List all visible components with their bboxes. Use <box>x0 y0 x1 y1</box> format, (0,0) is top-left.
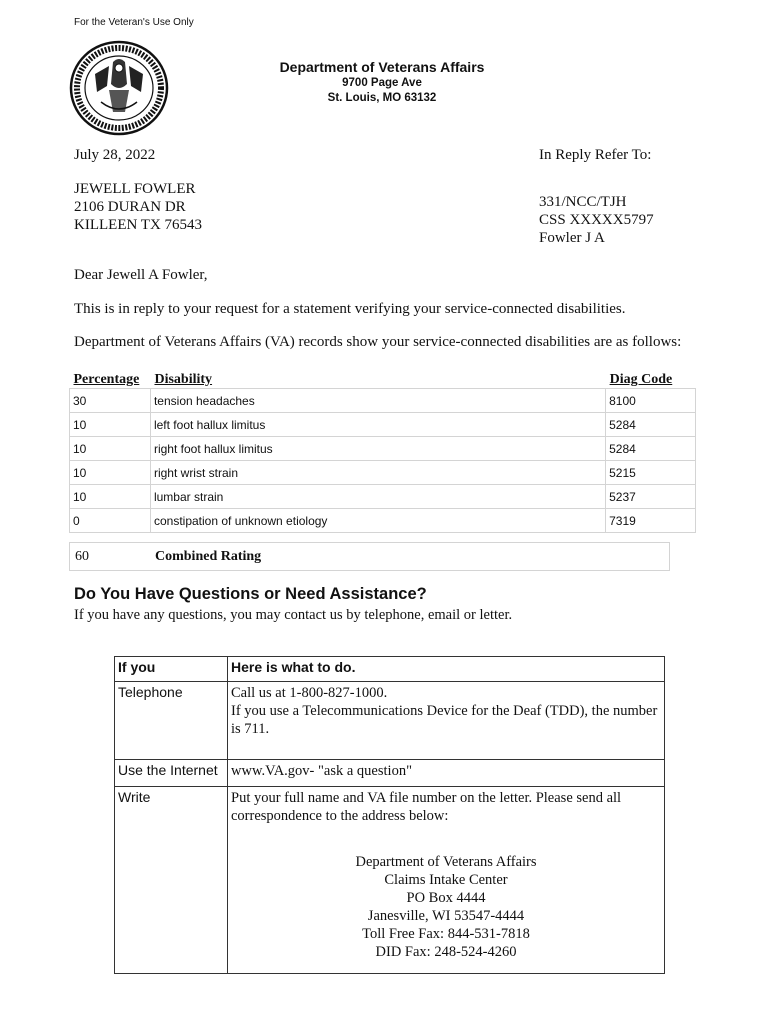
mailing-address <box>231 853 661 961</box>
va-seal-icon <box>69 40 169 136</box>
row-diag-code: 5215 <box>606 461 696 485</box>
what-to-do-header: Here is what to do. <box>228 657 665 682</box>
recipient-name: JEWELL FOWLER <box>74 181 196 197</box>
row-diag-code: 5237 <box>606 485 696 509</box>
telephone-instructions <box>228 682 665 760</box>
row-disability: constipation of unknown etiology <box>150 509 605 533</box>
table-row <box>70 413 696 437</box>
reply-refer-label: In Reply Refer To: <box>539 147 652 163</box>
table-row <box>70 461 696 485</box>
reference-name: Fowler J A <box>539 230 605 246</box>
records-paragraph: Department of Veterans Affairs (VA) records show your service-connected disabilities are as follows: <box>74 334 682 350</box>
internet-label: Use the Internet <box>115 760 228 787</box>
row-disability: left foot hallux limitus <box>150 413 605 437</box>
mail-address-line: PO Box 4444 <box>406 890 486 906</box>
row-percentage: 30 <box>70 389 151 413</box>
mail-address-line: Department of Veterans Affairs <box>355 854 537 870</box>
mail-address-line: Claims Intake Center <box>384 872 508 888</box>
if-you-header: If you <box>115 657 228 682</box>
assistance-heading: Do You Have Questions or Need Assistance? <box>74 585 427 603</box>
toll-free-fax: Toll Free Fax: 844-531-7818 <box>362 926 530 942</box>
row-diag-code: 5284 <box>606 437 696 461</box>
internet-link[interactable]: www.VA.gov- "ask a question" <box>228 760 665 787</box>
assistance-intro: If you have any questions, you may contact us by telephone, email or letter. <box>74 607 513 623</box>
table-row <box>70 509 696 533</box>
reference-code: 331/NCC/TJH <box>539 194 627 210</box>
diag-code-header: Diag Code <box>609 372 673 387</box>
telephone-row <box>115 682 665 760</box>
row-percentage: 0 <box>70 509 151 533</box>
table-row <box>70 437 696 461</box>
row-diag-code: 5284 <box>606 413 696 437</box>
letter-date: July 28, 2022 <box>74 147 156 163</box>
row-disability: right foot hallux limitus <box>150 437 605 461</box>
use-note: For the Veteran's Use Only <box>74 17 194 28</box>
combined-percentage: 60 <box>75 549 89 564</box>
table-header-row <box>70 367 696 389</box>
contact-header-row <box>115 657 665 682</box>
department-header <box>232 59 532 106</box>
row-percentage: 10 <box>70 413 151 437</box>
did-fax: DID Fax: 248-524-4260 <box>375 944 517 960</box>
salutation: Dear Jewell A Fowler, <box>74 267 208 283</box>
contact-options-table <box>114 656 665 974</box>
row-percentage: 10 <box>70 461 151 485</box>
internet-row <box>115 760 665 787</box>
mail-address-line: Janesville, WI 53547-4444 <box>367 908 525 924</box>
disability-header: Disability <box>154 372 213 387</box>
write-label: Write <box>115 787 228 974</box>
telephone-label: Telephone <box>115 682 228 760</box>
css-number: CSS XXXXX5797 <box>539 212 654 228</box>
row-disability: right wrist strain <box>150 461 605 485</box>
intro-paragraph: This is in reply to your request for a statement verifying your service-connected disabilities. <box>74 301 626 317</box>
row-disability: lumbar strain <box>150 485 605 509</box>
tdd-note: If you use a Telecommunications Device for the Deaf (TDD), the number is 711. <box>231 703 658 737</box>
percentage-header: Percentage <box>73 372 140 387</box>
recipient-street: 2106 DURAN DR <box>74 199 186 215</box>
row-disability: tension headaches <box>150 389 605 413</box>
reply-references <box>539 193 654 247</box>
combined-rating-label: Combined Rating <box>155 549 262 564</box>
row-diag-code: 7319 <box>606 509 696 533</box>
row-percentage: 10 <box>70 437 151 461</box>
department-name: Department of Veterans Affairs <box>279 59 485 75</box>
disabilities-table <box>69 367 696 533</box>
row-diag-code: 8100 <box>606 389 696 413</box>
table-row <box>70 389 696 413</box>
write-instructions <box>228 787 665 974</box>
table-row <box>70 485 696 509</box>
recipient-address <box>74 180 202 234</box>
department-street: 9700 Page Ave <box>342 77 422 89</box>
combined-rating-box <box>69 542 670 571</box>
row-percentage: 10 <box>70 485 151 509</box>
write-text: Put your full name and VA file number on the letter. Please send all correspondence to the address below: <box>231 790 622 824</box>
recipient-city: KILLEEN TX 76543 <box>74 217 203 233</box>
write-row <box>115 787 665 974</box>
department-city: St. Louis, MO 63132 <box>327 92 437 104</box>
telephone-number: Call us at 1-800-827-1000. <box>231 685 388 701</box>
